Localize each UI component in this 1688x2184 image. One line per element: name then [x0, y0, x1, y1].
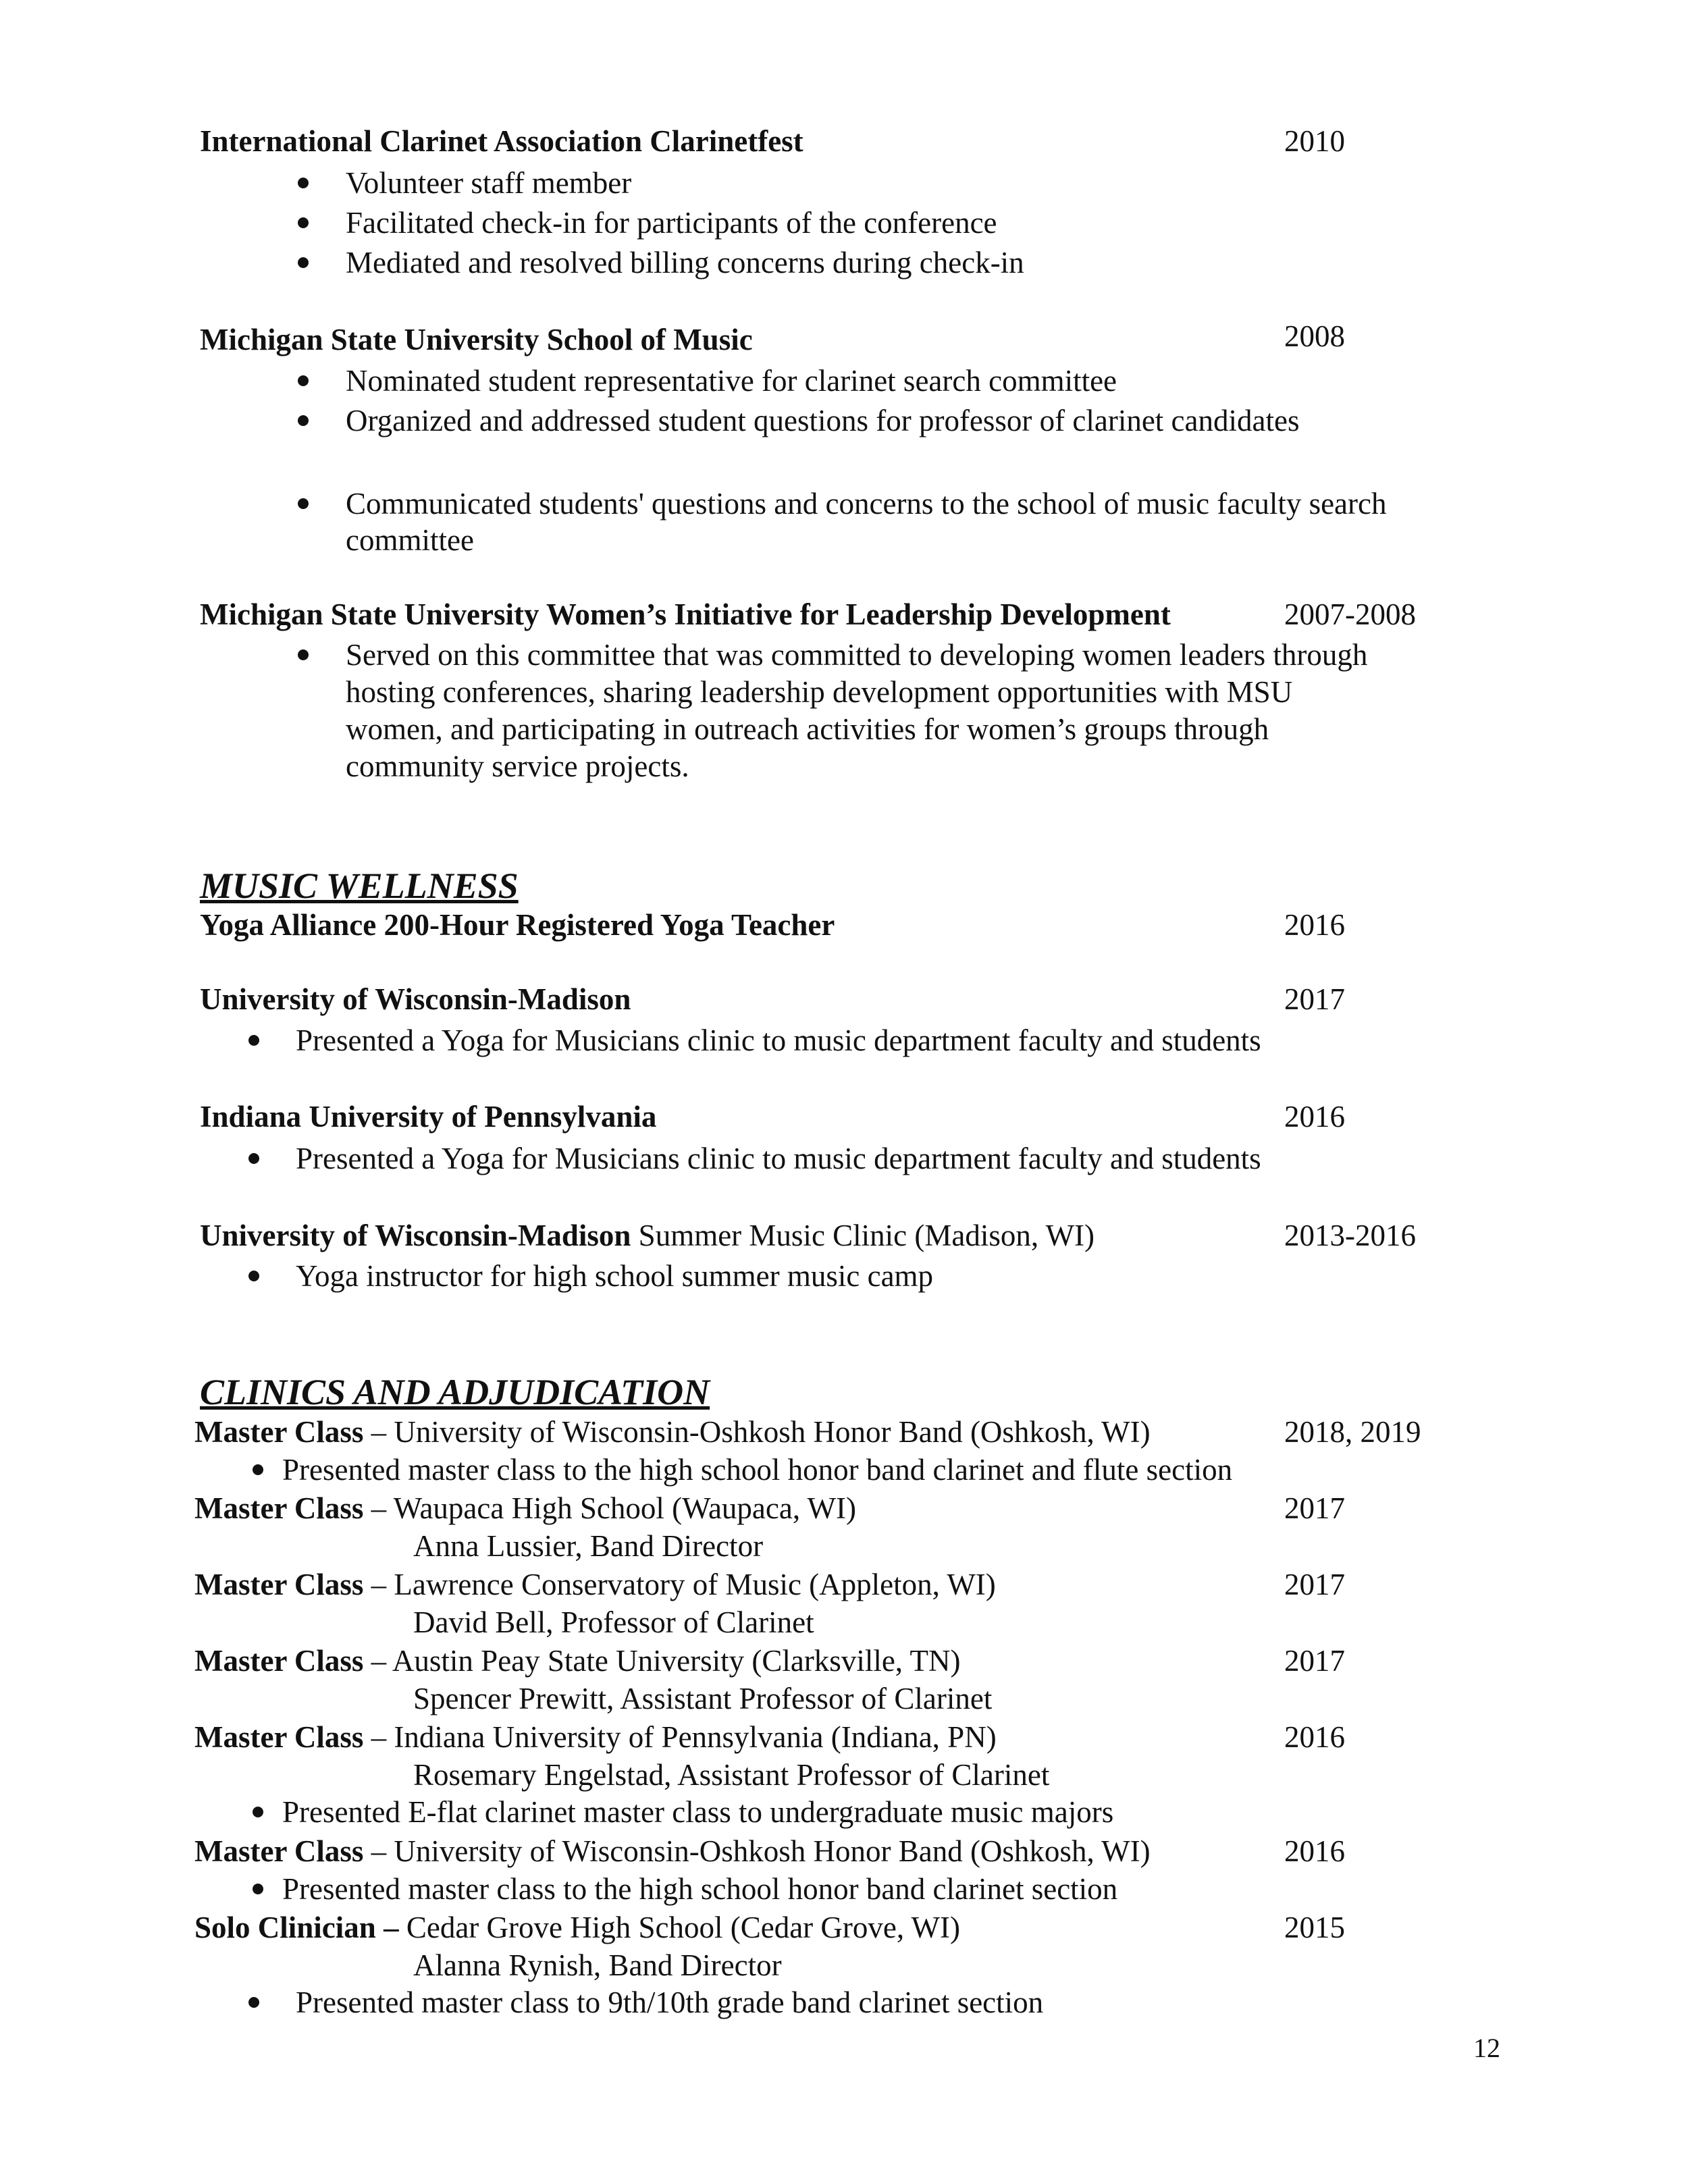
bullet-icon [253, 1884, 263, 1894]
clinic-line [194, 1909, 960, 1946]
bullet-text: women, and participating in outreach activities for women’s groups through [346, 712, 1269, 746]
page-number: 12 [1473, 2033, 1500, 2063]
section-heading: MUSIC WELLNESS [200, 865, 519, 906]
entry-org: University of Wisconsin-Madison [200, 982, 631, 1016]
entry-org: University of Wisconsin-Madison [200, 1219, 631, 1252]
bullet-icon [298, 649, 309, 660]
clinic-place: – Indiana University of Pennsylvania (Indiana, PN) [363, 1720, 997, 1754]
section-heading: CLINICS AND ADJUDICATION [200, 1372, 710, 1412]
entry-year: 2015 [1284, 1911, 1345, 1944]
bullet-text: Presented master class to 9th/10th grade band clarinet section [296, 1986, 1044, 2019]
clinic-type: Solo Clinician – [194, 1911, 399, 1944]
bullet-icon [248, 1153, 259, 1164]
bullet-text: Facilitated check-in for participants of the conference [346, 206, 997, 240]
bullet-text: Communicated students' questions and concerns to the school of music faculty search [346, 487, 1387, 521]
bullet-icon [253, 1464, 263, 1475]
entry-year: 2017 [1284, 1491, 1345, 1525]
entry-year: 2013-2016 [1284, 1219, 1416, 1252]
entry-year: 2016 [1284, 1100, 1345, 1134]
entry-org: International Clarinet Association Clarinetfest [200, 124, 803, 158]
clinic-contact: Rosemary Engelstad, Assistant Professor of Clarinet [413, 1758, 1050, 1792]
bullet-text: community service projects. [346, 749, 689, 783]
entry-org-line [200, 1217, 1094, 1254]
clinic-type: Master Class [194, 1568, 364, 1601]
clinic-line [194, 1413, 1151, 1451]
bullet-text: Presented a Yoga for Musicians clinic to music department faculty and students [296, 1142, 1261, 1175]
clinic-contact: Anna Lussier, Band Director [413, 1529, 764, 1563]
bullet-icon [248, 1997, 259, 2008]
bullet-icon [298, 217, 309, 228]
clinic-line [194, 1566, 996, 1603]
bullet-icon [298, 257, 309, 268]
clinic-line [194, 1489, 856, 1527]
clinic-contact: Alanna Rynish, Band Director [413, 1948, 782, 1982]
clinic-place: – Austin Peay State University (Clarksville, TN) [363, 1644, 961, 1678]
bullet-text: Nominated student representative for clarinet search committee [346, 364, 1117, 398]
entry-year: 2017 [1284, 982, 1345, 1016]
entry-year: 2007-2008 [1284, 597, 1416, 631]
entry-year: 2016 [1284, 1834, 1345, 1868]
bullet-text: Presented a Yoga for Musicians clinic to music department faculty and students [296, 1023, 1261, 1057]
entry-year: 2017 [1284, 1568, 1345, 1601]
clinic-type: Master Class [194, 1491, 364, 1525]
entry-year: 2018, 2019 [1284, 1415, 1421, 1449]
bullet-icon [253, 1807, 263, 1817]
bullet-text: Served on this committee that was committed to developing women leaders through [346, 638, 1368, 672]
entry-year: 2010 [1284, 124, 1345, 158]
bullet-text: Organized and addressed student questions for professor of clarinet candidates [346, 404, 1300, 437]
entry-org: Michigan State University Women’s Initiative for Leadership Development [200, 597, 1171, 631]
clinic-type: Master Class [194, 1415, 364, 1449]
entry-year: 2017 [1284, 1644, 1345, 1678]
clinic-place: – University of Wisconsin-Oshkosh Honor Band (Oshkosh, WI) [363, 1834, 1151, 1868]
clinic-line [194, 1642, 960, 1680]
bullet-text: hosting conferences, sharing leadership development opportunities with MSU [346, 675, 1293, 709]
bullet-text: Presented master class to the high school honor band clarinet and flute section [282, 1453, 1233, 1487]
entry-year: 2016 [1284, 1720, 1345, 1754]
clinic-line [194, 1718, 997, 1756]
clinic-place: – University of Wisconsin-Oshkosh Honor Band (Oshkosh, WI) [363, 1415, 1151, 1449]
entry-year: 2008 [1284, 319, 1345, 353]
clinic-type: Master Class [194, 1720, 364, 1754]
bullet-icon [298, 498, 309, 509]
clinic-contact: Spencer Prewitt, Assistant Professor of Clarinet [413, 1682, 993, 1715]
bullet-icon [248, 1035, 259, 1046]
bullet-icon [298, 375, 309, 386]
bullet-text: Presented E-flat clarinet master class to undergraduate music majors [282, 1795, 1114, 1829]
clinic-type: Master Class [194, 1644, 364, 1678]
entry-org: Indiana University of Pennsylvania [200, 1100, 657, 1134]
bullet-text: Presented master class to the high school honor band clarinet section [282, 1872, 1118, 1906]
clinic-line [194, 1832, 1151, 1870]
bullet-icon [298, 415, 309, 426]
entry-org: Michigan State University School of Music [200, 323, 753, 356]
clinic-place: – Lawrence Conservatory of Music (Appleton, WI) [363, 1568, 996, 1601]
bullet-text: Mediated and resolved billing concerns during check-in [346, 246, 1024, 279]
bullet-icon [298, 178, 309, 188]
bullet-text: Volunteer staff member [346, 166, 632, 200]
entry-year: 2016 [1284, 908, 1345, 942]
clinic-place: Cedar Grove High School (Cedar Grove, WI) [398, 1911, 961, 1944]
entry-org: Yoga Alliance 200-Hour Registered Yoga Teacher [200, 908, 835, 942]
clinic-place: – Waupaca High School (Waupaca, WI) [363, 1491, 856, 1525]
entry-org-detail: Summer Music Clinic (Madison, WI) [631, 1219, 1095, 1252]
bullet-icon [248, 1271, 259, 1281]
bullet-text: committee [346, 523, 474, 557]
clinic-type: Master Class [194, 1834, 364, 1868]
bullet-text: Yoga instructor for high school summer music camp [296, 1259, 934, 1293]
clinic-contact: David Bell, Professor of Clarinet [413, 1605, 814, 1639]
